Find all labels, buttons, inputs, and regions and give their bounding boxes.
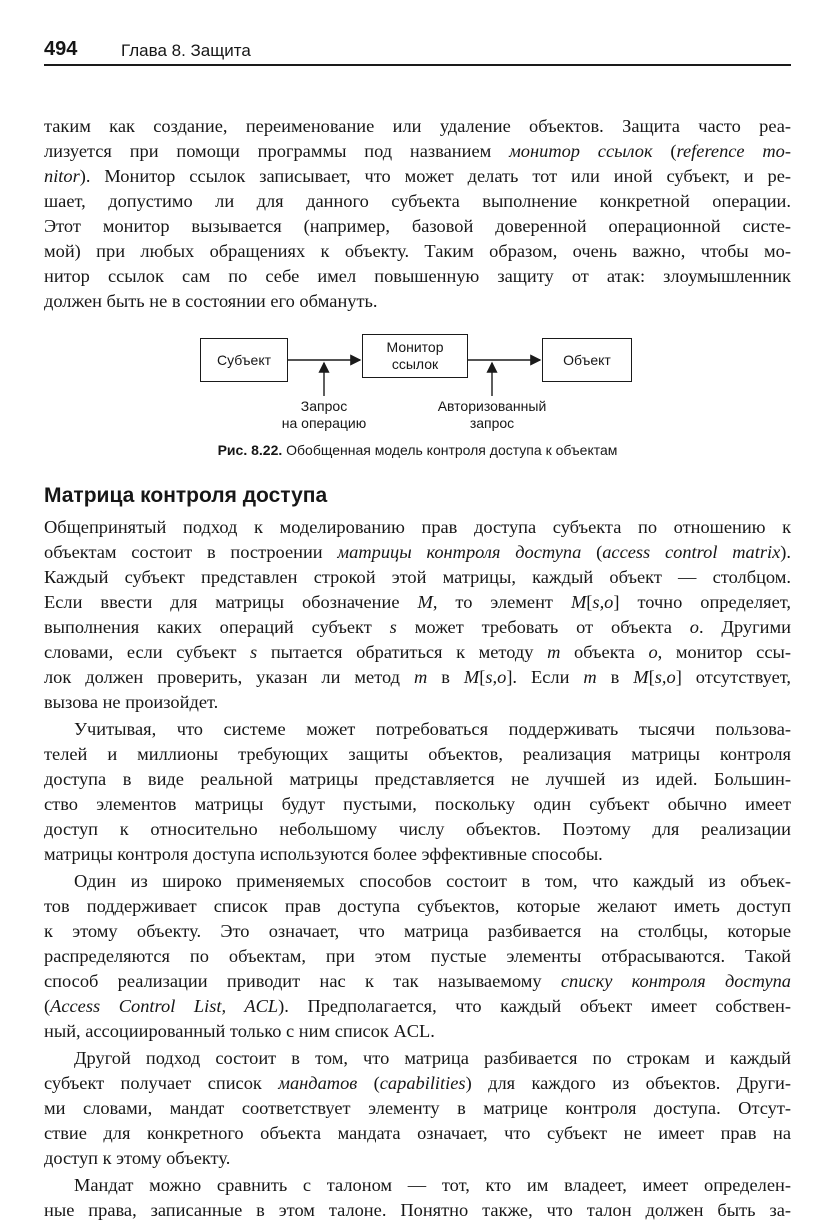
text-line: доступ к относительно небольшому числу объектов. Поэтому для реализации (44, 819, 791, 839)
text-line: нитор ссылок сам по себе имел повышенную защиту от атак: злоумышленник (44, 266, 791, 286)
text-line: nitor). Монитор ссылок записывает, что может делать тот или иной субъект, и ре- (44, 166, 791, 186)
text-line: шает, допустимо ли для данного субъекта выполнение конкретной операции. (44, 191, 791, 211)
page-number: 494 (44, 38, 78, 60)
text-line: лок должен проверить, указан ли метод m в M[s,o]. Если m в M[s,o] отсутствует, (44, 667, 792, 687)
page-header (44, 38, 791, 62)
text-line: к этому объекту. Это означает, что матрица разбивается на столбцы, которые (44, 921, 791, 941)
text-line: матрицы контроля доступа используются более эффективные способы. (44, 844, 603, 864)
text-line: способ реализации приводит нас к так называемому списку контроля доступа (44, 971, 791, 991)
text-line: Другой подход состоит в том, что матрица разбивается по строкам и каждый (74, 1048, 791, 1068)
section-heading: Матрица контроля доступа (44, 484, 328, 507)
text-line: мой) при любых обращениях к объекту. Таким образом, очень важно, чтобы мо- (44, 241, 791, 261)
text-line: Мандат можно сравнить с талоном — тот, кто им владеет, имеет определен- (74, 1175, 791, 1195)
text-line: телей и миллионы требующих защиты объектов, реализация матрицы контроля (44, 744, 791, 764)
text-line: Один из широко применяемых способов состоит в том, что каждый из объек- (74, 871, 791, 891)
text-line: таким как создание, переименование или удаление объектов. Защита часто реа- (44, 116, 791, 136)
text-line: Учитывая, что системе может потребоваться поддерживать тысячи пользова- (74, 719, 791, 739)
text-line: ми словами, мандат соответствует элементу в матрице контроля доступа. Отсут- (44, 1098, 791, 1118)
text-line: ствие для конкретного объекта мандата означает, что субъект не имеет прав на (44, 1123, 791, 1143)
text-line: доступ к этому объекту. (44, 1148, 231, 1168)
authorized-request-label: Авторизованный запрос (437, 398, 547, 431)
text-line: доступа в виде реальной матрицы представляется не лучшей из идей. Большин- (44, 769, 791, 789)
subject-box: Субъект (200, 338, 288, 382)
text-line: Общепринятый подход к моделированию прав доступа субъекта по отношению к (44, 517, 791, 537)
reference-monitor-box: Монитор ссылок (362, 334, 468, 378)
text-line: ный, ассоциированный только с ним список ACL. (44, 1021, 435, 1041)
header-rule (44, 64, 791, 66)
text-line: (Access Control List, ACL). Предполагается, что каждый объект имеет собствен- (44, 996, 791, 1016)
text-line: тов поддерживает список прав доступа субъектов, которые желают иметь доступ (44, 896, 791, 916)
text-line: Каждый субъект представлен строкой этой матрицы, каждый объект — столбцом. (44, 567, 791, 587)
text-line: словами, если субъект s пытается обратиться к методу m объекта o, монитор ссы- (44, 642, 791, 662)
access-model-diagram (190, 330, 650, 440)
figure-caption: Рис. 8.22. Обобщенная модель контроля доступа к объектам (217, 442, 618, 458)
intro-paragraph (44, 114, 791, 314)
text-line: ные права, записанные в этом талоне. Понятно также, что талон должен быть за- (44, 1200, 791, 1220)
text-line: ство элементов матрицы будут пустыми, поскольку один субъект обычно имеет (44, 794, 791, 814)
request-label: Запрос на операцию (281, 398, 367, 431)
text-line: Этот монитор вызывается (например, базовой доверенной операционной систе- (44, 216, 791, 236)
figure-number: Рис. 8.22. (217, 442, 283, 458)
text-line: выполнения каких операций субъект s может требовать от объекта o. Другими (44, 617, 791, 637)
text-line: распределяются по объектам, при этом пустые элементы отбрасываются. Такой (44, 946, 791, 966)
text-line: субъект получает список мандатов (capabilities) для каждого из объектов. Други- (44, 1073, 791, 1093)
chapter-title: Глава 8. Защита (121, 41, 251, 60)
text-line: должен быть не в состоянии его обмануть. (44, 291, 378, 311)
object-box: Объект (542, 338, 632, 382)
text-line: вызова не произойдет. (44, 692, 219, 712)
text-line: Если ввести для матрицы обозначение M, то элемент M[s,o] точно определяет, (44, 592, 791, 612)
text-line: лизуется при помощи программы под названием монитор ссылок (reference mo- (44, 141, 791, 161)
text-line: объектам состоит в построении матрицы контроля доступа (access control matrix). (44, 542, 791, 562)
body-text (44, 515, 791, 1223)
